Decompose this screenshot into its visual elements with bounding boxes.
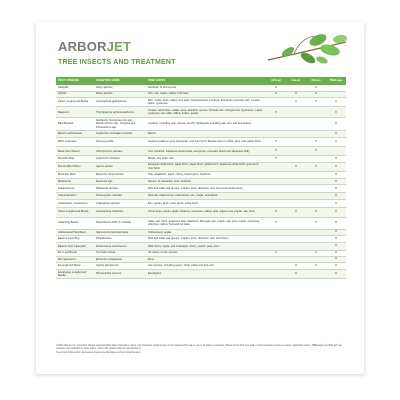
product-mark-cell xyxy=(266,243,286,251)
product-mark-cell xyxy=(306,243,326,251)
product-mark-cell: X xyxy=(326,179,346,185)
footnote-hosts: Tree-hosts listing and/or overviewed species are illustrative and not comprehensive. xyxy=(56,352,142,355)
product-mark-cell: X xyxy=(266,85,286,91)
product-mark-cell xyxy=(286,192,306,200)
brand-name-main: ARBOR xyxy=(58,39,107,54)
product-mark-cell xyxy=(286,147,306,156)
table-row xyxy=(56,172,346,179)
scientific-name-cell: Many species xyxy=(94,85,146,91)
pest-cell: Elm Spanworm xyxy=(56,256,94,262)
scientific-name-cell: Agrilus anxius xyxy=(94,162,146,172)
product-mark-cell xyxy=(266,97,286,107)
scientific-name-cell: Agrilus planipennis xyxy=(94,262,146,270)
product-mark-cell: X xyxy=(266,250,286,256)
product-mark-cell: X xyxy=(286,262,306,270)
product-mark-cell xyxy=(286,107,306,118)
table-row xyxy=(56,137,346,147)
table-row xyxy=(56,243,346,251)
product-mark-cell: X xyxy=(326,172,346,179)
table-body xyxy=(56,85,346,279)
pest-cell: Elm Leaf Beetle xyxy=(56,250,94,256)
table-row xyxy=(56,130,346,137)
product-mark-cell: X xyxy=(326,262,346,270)
table-row xyxy=(56,262,346,270)
product-mark-cell: X xyxy=(306,137,326,147)
tree-hosts-cell: Red oak, black locust, cottonwood, elm, maple, and willow xyxy=(146,192,266,200)
tree-hosts-cell: Yew, hemlock, Japanese andromeda, euonymus, mountain laurel and Japanese holly xyxy=(146,147,266,156)
scientific-name-cell: Phigalia titea xyxy=(94,236,146,243)
footnote-legal: ©2020 Arborjet, Inc. Important: Always read and follow label instructions. Some crop protection products may not be registered for sale or use in all states or countries. Please check with your state or local extension service to ensure registration status. TREE-age® and IMA-jet® are restricted use pesticides in some states; refer to the product label for use directions. xyxy=(56,345,342,351)
tree-hosts-cell: All variety of elm species xyxy=(146,250,266,256)
column-header-product-2: Ima-jet xyxy=(286,77,306,85)
product-mark-cell xyxy=(286,200,306,208)
product-mark-cell xyxy=(266,262,286,270)
scientific-name-cell: Coleophora species xyxy=(94,200,146,208)
product-mark-cell xyxy=(266,162,286,172)
product-mark-cell xyxy=(266,118,286,130)
product-mark-cell: X xyxy=(326,256,346,262)
brand-name-accent: JET xyxy=(106,39,132,54)
pest-cell: Casebearer / Casewoom xyxy=(56,200,94,208)
tree-hosts-cell: Maple, box elder, ash xyxy=(146,156,266,162)
product-mark-cell: X xyxy=(286,91,306,97)
product-mark-cell: X xyxy=(326,137,346,147)
product-mark-cell: X xyxy=(286,97,306,107)
product-mark-cell xyxy=(266,185,286,193)
document-title: TREE INSECTS AND TREATMENT xyxy=(58,59,176,66)
product-mark-cell: X xyxy=(306,97,326,107)
product-mark-cell: X xyxy=(326,185,346,193)
tree-hosts-cell: European white birch, water birch, paper birch, yellow birch, Japanese white birch, gray birch, river birch xyxy=(146,162,266,172)
product-mark-cell: X xyxy=(326,200,346,208)
pest-cell: Cankerworms xyxy=(56,185,94,193)
treatment-table-container xyxy=(56,77,346,279)
tree-hosts-cell: Spruce, fir, tamarack, pine, hemlock xyxy=(146,179,266,185)
product-mark-cell: X xyxy=(326,207,346,217)
pest-cell: Citrus Longhorned Beetle xyxy=(56,207,94,217)
tree-hosts-cell: Oak, shadbush, apple, cherry, beach plum, hawthorn xyxy=(146,172,266,179)
column-header-product-1: ACE-jet xyxy=(266,77,286,85)
product-mark-cell xyxy=(266,236,286,243)
column-header-product-3: IMA-jet xyxy=(306,77,326,85)
product-mark-cell xyxy=(266,200,286,208)
column-header-product-4: TREE-age xyxy=(326,77,346,85)
product-mark-cell xyxy=(266,130,286,137)
product-mark-cell: X xyxy=(306,217,326,229)
pest-cell: Carpenterworm xyxy=(56,192,94,200)
product-mark-cell: X xyxy=(266,217,286,229)
tree-hosts-cell: Citrus trees, pecan, apple, hibiscus, sycamore, willow, pear, pigeon pea, poplar, oak, ficus xyxy=(146,207,266,217)
scientific-name-cell: Euproctis chrysorrhoea xyxy=(94,172,146,179)
product-mark-cell: X xyxy=(266,91,286,97)
tree-hosts-cell: Eucalyptus xyxy=(146,270,266,279)
product-mark-cell xyxy=(286,229,306,236)
tree-hosts-cell: Ash, oak, maple, willow, fruit trees xyxy=(146,91,266,97)
product-mark-cell xyxy=(266,229,286,236)
product-mark-cell: X xyxy=(306,207,326,217)
table-row xyxy=(56,185,346,193)
product-mark-cell xyxy=(286,243,306,251)
pest-cell: Adelgids xyxy=(56,85,94,91)
scientific-name-cell: Fenusa pusilla xyxy=(94,137,146,147)
product-mark-cell xyxy=(286,236,306,243)
product-mark-cell xyxy=(306,229,326,236)
pest-cell: Brownish Moth xyxy=(56,172,94,179)
product-mark-cell: X xyxy=(326,236,346,243)
product-mark-cell: X xyxy=(326,270,346,279)
pest-cell: Birch Leafminer xyxy=(56,137,94,147)
scientific-name-cell: Anoplophora glabripennis xyxy=(94,97,146,107)
scientific-name-cell: Phoracantha recurva xyxy=(94,270,146,279)
table-row xyxy=(56,236,346,243)
tree-hosts-cell: Ash species, including green, white, black and blue ash xyxy=(146,262,266,270)
scientific-name-cell: Anoplophora chinensis xyxy=(94,207,146,217)
product-mark-cell: X xyxy=(326,107,346,118)
product-mark-cell xyxy=(306,185,326,193)
document-sheet xyxy=(36,22,364,374)
pest-cell: Aphids xyxy=(56,91,94,97)
product-mark-cell: X xyxy=(286,162,306,172)
product-mark-cell: X xyxy=(266,207,286,217)
tree-hosts-cell: Elm, maple, birch, willow, box elder, horsechestnut, buckeye, European mountain ash, London plane, sycamore xyxy=(146,97,266,107)
pest-cell: Asian Longhorned Beetle xyxy=(56,97,94,107)
table-row xyxy=(56,200,346,208)
product-mark-cell xyxy=(326,147,346,156)
product-mark-cell: X xyxy=(266,156,286,162)
table-row xyxy=(56,217,346,229)
product-mark-cell: X xyxy=(306,85,326,91)
pest-cell: Bark Beetles xyxy=(56,118,94,130)
product-mark-cell: X xyxy=(326,217,346,229)
pest-cell: Cottonwood Twig Borer xyxy=(56,229,94,236)
table-row xyxy=(56,118,346,130)
column-header-scientific-name: SCIENTIFIC NAME xyxy=(94,77,146,85)
brand-logo xyxy=(58,39,131,54)
product-mark-cell xyxy=(266,172,286,179)
scientific-name-cell: Gypsonoma haimbachiana xyxy=(94,229,146,236)
leaf-branch-illustration xyxy=(264,30,350,74)
footnotes xyxy=(56,345,346,357)
product-mark-cell: X xyxy=(326,118,346,130)
product-mark-cell: X xyxy=(266,137,286,147)
scientific-name-cell: Malacosoma americanum xyxy=(94,243,146,251)
product-mark-cell xyxy=(286,137,306,147)
table-row xyxy=(56,229,346,236)
table-row xyxy=(56,270,346,279)
pest-cell: Emerald Ash Borer xyxy=(56,262,94,270)
pest-cell: Clearwing Borers xyxy=(56,217,94,229)
tree-hosts-cell: Fenusa pusilla on gray, European, and river birch; Messa nana on white, gray, and yellow birch xyxy=(146,137,266,147)
product-mark-cell xyxy=(306,130,326,137)
tree-hosts-cell: Red and white oak groups, maples, elms, hickories, ash, and ornamental cherry xyxy=(146,185,266,193)
pest-cell: Eucalyptus Longhorned Beetle xyxy=(56,270,94,279)
product-mark-cell: X xyxy=(326,243,346,251)
product-mark-cell: X xyxy=(326,162,346,172)
product-mark-cell xyxy=(286,130,306,137)
scientific-name-cell: Pyrrhalta luteola xyxy=(94,250,146,256)
tree-hosts-cell: Elm, pecan, larch, pear, apple, white birch xyxy=(146,200,266,208)
product-mark-cell: X xyxy=(286,207,306,217)
product-mark-cell xyxy=(306,192,326,200)
product-mark-cell xyxy=(266,192,286,200)
table-row xyxy=(56,162,346,172)
scientific-name-cell: Subfamily: Scolytinae (Ips spp., Dendroctonus spp., Scolytus spp., Phloeotribus spp. xyxy=(94,118,146,130)
tree-hosts-cell: Alder, ash, birch, dogwood, lilac, hawthorn, Mountain ash, maple, oak, pine, poplar, sycamore, viburnum, willow, fruit and nut trees xyxy=(146,217,266,229)
pest-cell: Budworms xyxy=(56,179,94,185)
product-mark-cell: X xyxy=(326,130,346,137)
pest-cell: Eastern Tent Caterpillar xyxy=(56,243,94,251)
product-mark-cell: X xyxy=(266,147,286,156)
tree-hosts-cell: Red and white oak groups, maples, elms, hickories, ash, and cherry xyxy=(146,236,266,243)
table-row xyxy=(56,147,346,156)
product-mark-cell: X xyxy=(286,270,306,279)
scientific-name-cell: Paleacrita vernata xyxy=(94,185,146,193)
table-row xyxy=(56,207,346,217)
product-mark-cell: X xyxy=(306,147,326,156)
tree-hosts-cell: Wild cherry, apple, and crabapple, cherry, peach, pear, plum xyxy=(146,243,266,251)
treatment-table xyxy=(56,77,346,279)
pest-cell: Eastern Lace Bug xyxy=(56,236,94,243)
tree-hosts-cell: Elms xyxy=(146,256,266,262)
scientific-name-cell: Litylenchus crenatae mccannii xyxy=(94,130,146,137)
scientific-name-cell: Otiorhynchus sulcatus xyxy=(94,147,146,156)
pest-cell: Bronze Birch Borer xyxy=(56,162,94,172)
product-mark-cell xyxy=(306,200,326,208)
product-mark-cell: X xyxy=(326,97,346,107)
table-header-row xyxy=(56,77,346,85)
scientific-name-cell: Paranthrene dollii, P. robiniae xyxy=(94,217,146,229)
tree-hosts-cell: Beech xyxy=(146,130,266,137)
scientific-name-cell: Euproctis spp. xyxy=(94,179,146,185)
scientific-name-cell: Ennomos subsignaria xyxy=(94,256,146,262)
pest-cell: Bagworm xyxy=(56,107,94,118)
tree-hosts-cell: Conifers, including pine, spruce, and fir; hardwoods including oak, elm, ash and walnut xyxy=(146,118,266,130)
product-mark-cell: X xyxy=(306,262,326,270)
product-mark-cell: X xyxy=(326,156,346,162)
scientific-name-cell: Prionoxystus robiniae xyxy=(94,192,146,200)
product-mark-cell: X xyxy=(326,250,346,256)
column-header-pest: PEST / DISEASE xyxy=(56,77,94,85)
product-mark-cell xyxy=(306,270,326,279)
product-mark-cell xyxy=(286,217,306,229)
pest-cell: Beech Leaf Disease xyxy=(56,130,94,137)
table-row xyxy=(56,107,346,118)
product-mark-cell xyxy=(306,236,326,243)
tree-hosts-cell: Cottonwood, poplar xyxy=(146,229,266,236)
product-mark-cell xyxy=(286,118,306,130)
tree-hosts-cell: Hemlock, fir and spruce xyxy=(146,85,266,91)
column-header-tree-hosts: TREE HOSTS xyxy=(146,77,266,85)
product-mark-cell: X xyxy=(326,192,346,200)
product-mark-cell: X xyxy=(326,229,346,236)
product-mark-cell xyxy=(266,270,286,279)
scientific-name-cell: Many species xyxy=(94,91,146,97)
tree-hosts-cell: Juniper, arborvitae, cedars, pine, hemlock, spruce, Chinese elm, honeylocust, Sycamore, maple, sycamore, box elder, willow, linden, poplar xyxy=(146,107,266,118)
pest-cell: Boxelder Bug xyxy=(56,156,94,162)
product-mark-cell: X xyxy=(306,91,326,97)
scientific-name-cell: Thyridopteryx ephemeraeformis xyxy=(94,107,146,118)
product-mark-cell xyxy=(286,172,306,179)
product-mark-cell xyxy=(306,172,326,179)
product-mark-cell: X xyxy=(266,107,286,118)
scientific-name-cell: Leptocoris trivittatus xyxy=(94,156,146,162)
table-row xyxy=(56,97,346,107)
product-mark-cell xyxy=(306,107,326,118)
product-mark-cell xyxy=(306,118,326,130)
table-row xyxy=(56,192,346,200)
pest-cell: Black Vine Weevil xyxy=(56,147,94,156)
product-mark-cell: X xyxy=(306,162,326,172)
product-mark-cell: X xyxy=(306,250,326,256)
product-mark-cell xyxy=(286,185,306,193)
